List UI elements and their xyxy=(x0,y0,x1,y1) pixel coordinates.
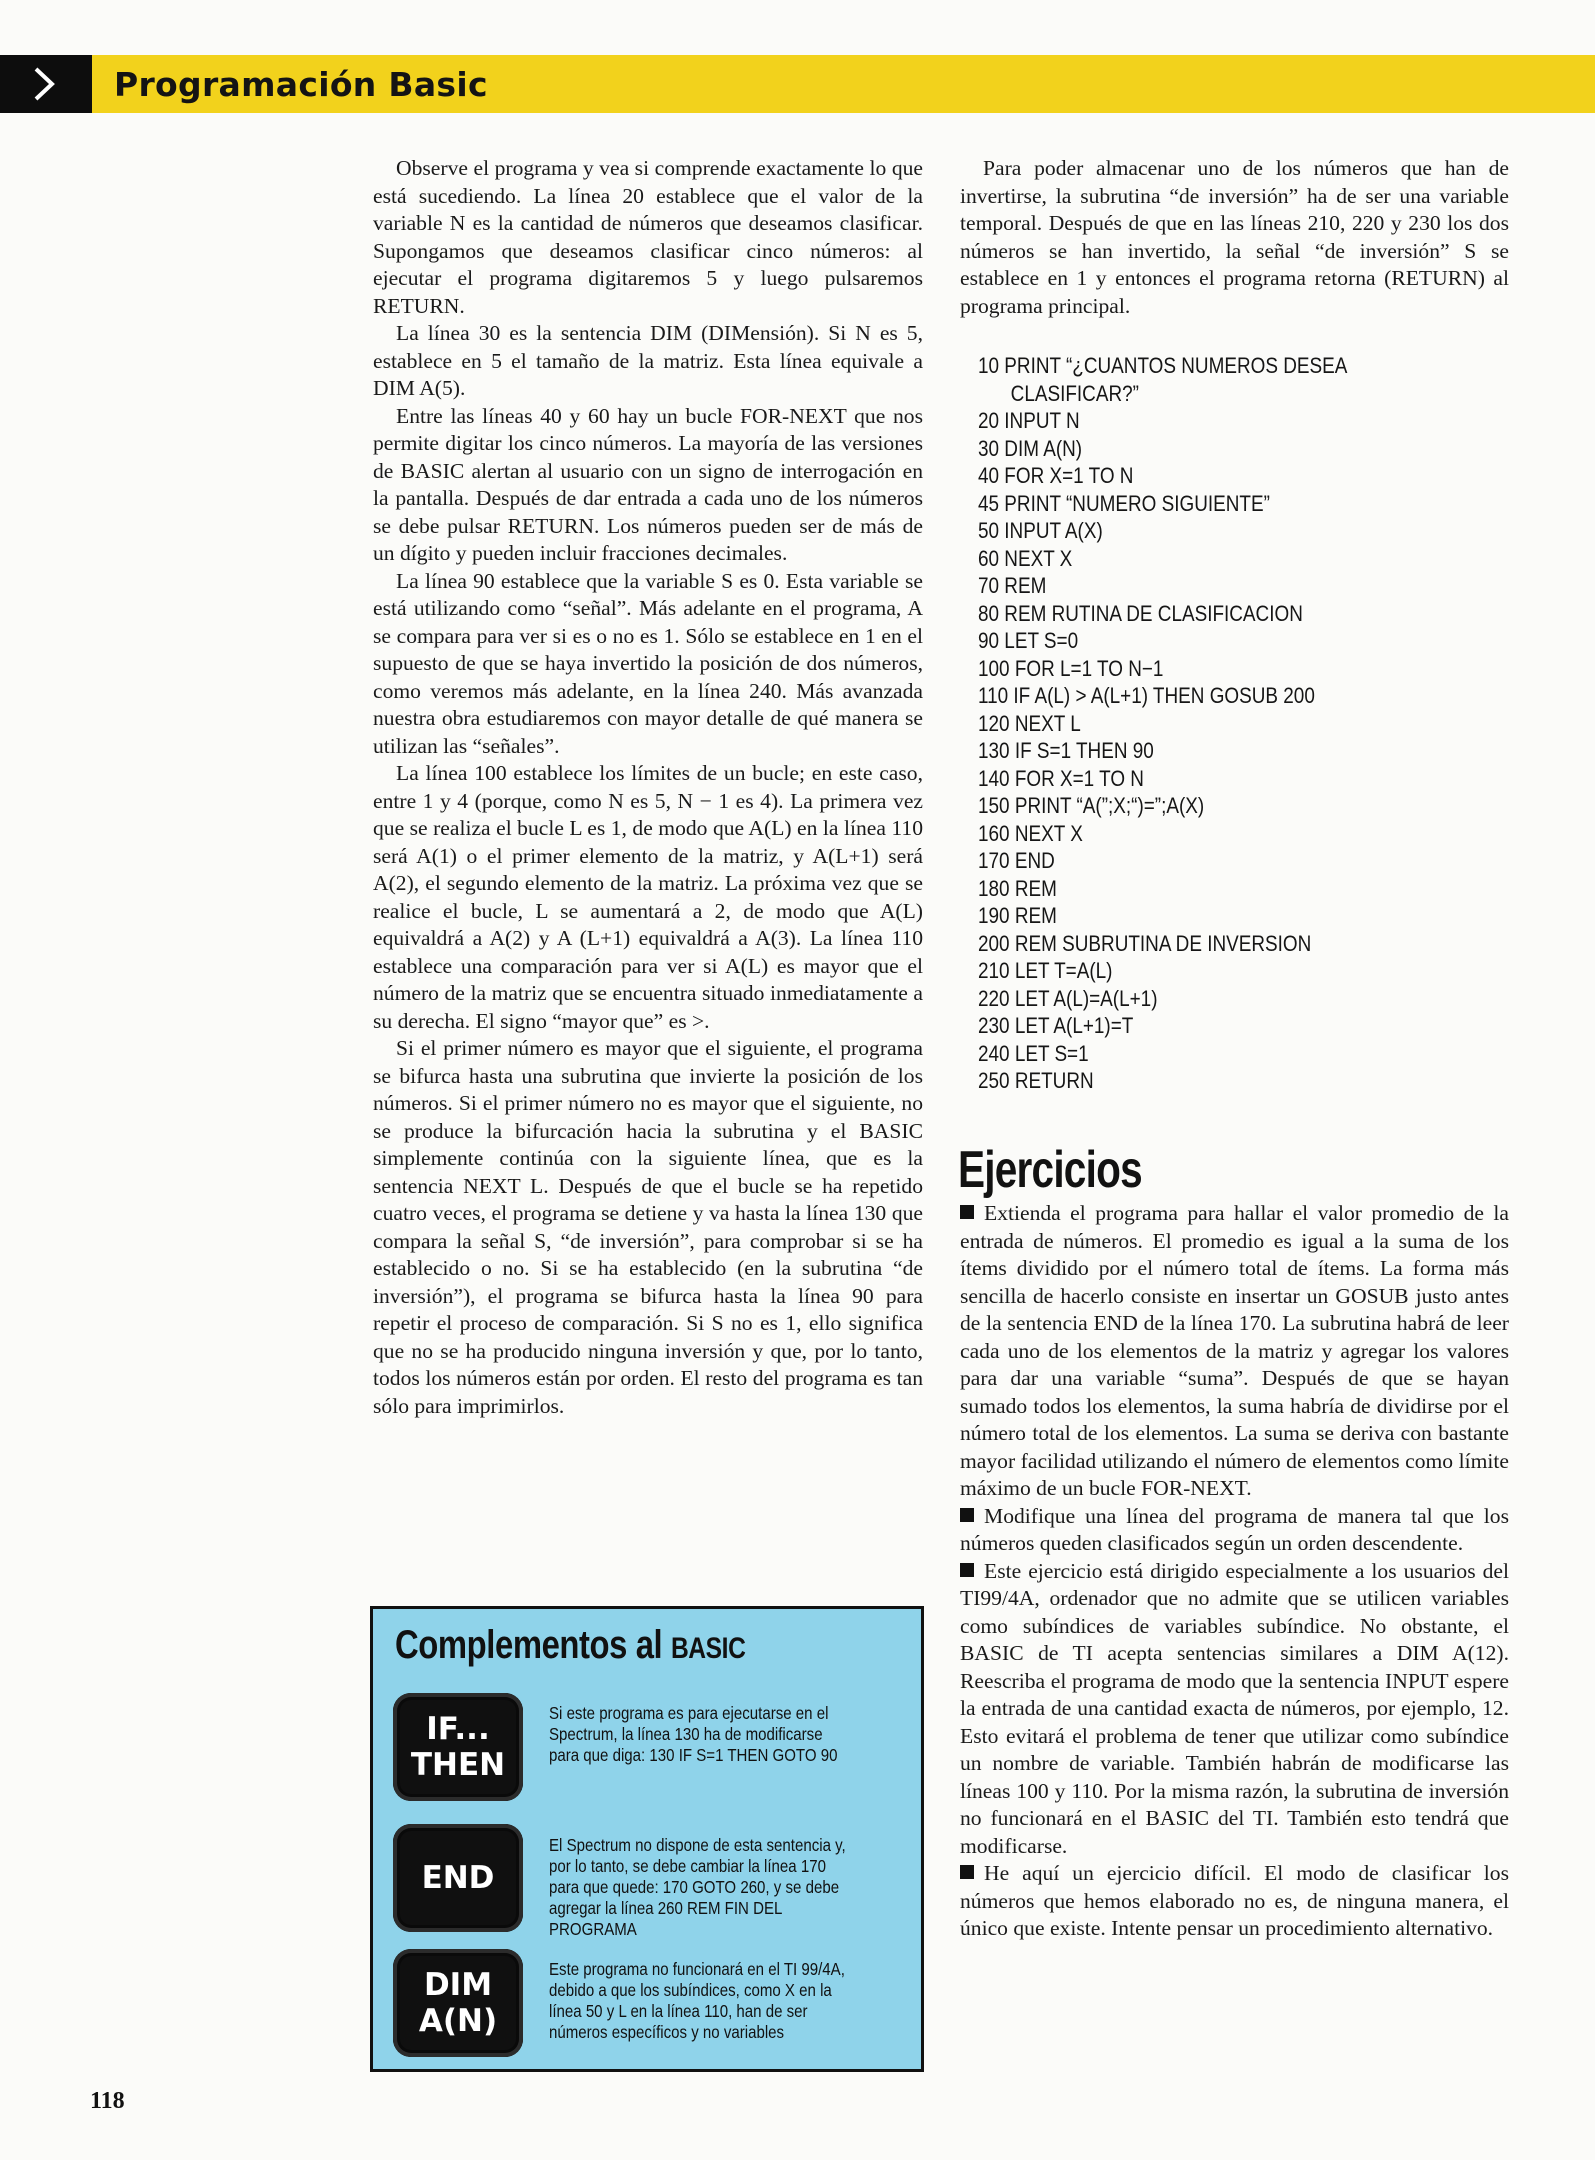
complemento-note: Este programa no funcionará en el TI 99/4A, debido a que los subíndices, como X en la línea 50 y L en la línea 110, han de ser números específicos y no variables xyxy=(549,1959,845,2042)
code-line: 90 LET S=0 xyxy=(978,628,1079,653)
key-if-then-icon xyxy=(393,1693,523,1801)
header-arrow-box xyxy=(0,55,92,113)
code-line: 100 FOR L=1 TO N−1 xyxy=(978,655,1164,681)
exercise-item xyxy=(960,1200,1509,1503)
code-line: 200 REM SUBRUTINA DE INVERSION xyxy=(978,930,1312,956)
exercise-item xyxy=(960,1860,1509,1943)
code-line: 80 REM RUTINA DE CLASIFICACION xyxy=(978,600,1303,626)
code-line: 190 REM xyxy=(978,903,1057,928)
paragraph: Entre las líneas 40 y 60 hay un bucle FOR-NEXT que nos permite digitar los cinco números. La mayoría de las versiones de BASIC alertan al usuario con un signo de interrogación en la pantalla. Después de dar entrada a cada uno de los números se debe pulsar RETURN. Los números pueden ser de más de un dígito y pueden incluir fracciones decimales. xyxy=(373,403,923,565)
complementos-title xyxy=(395,1623,745,1668)
code-line: 220 LET A(L)=A(L+1) xyxy=(978,985,1158,1011)
code-line: 30 DIM A(N) xyxy=(978,435,1083,461)
chevron-right-icon xyxy=(22,65,70,103)
code-line: 20 INPUT N xyxy=(978,408,1080,433)
code-line: 230 LET A(L+1)=T xyxy=(978,1013,1134,1038)
bullet-square-icon xyxy=(960,1865,974,1879)
exercise-item xyxy=(960,1558,1509,1861)
paragraph: Si el primer número es mayor que el siguiente, el programa se bifurca hasta una subrutina que invierte la posición de los números. Si el primer número no es mayor que el siguiente, no se produce la bifurcación hacia la subrutina y el BASIC simplemente continúa con la siguiente línea, que es la sentencia NEXT L. Después de que el bucle se ha repetido cuatro veces, el programa se detiene y va hasta la línea 130 que compara la señal S, “de inversión”, para comprobar si se ha establecido o no. Si se ha establecido (en la subrutina “de inversión”), el programa se bifurca hasta la línea 90 para repetir el proceso de comparación. Si S no es 1, ello significa que no se ha producido ninguna inversión y que, por lo tanto, todos los números están por orden. El resto del programa es tan sólo para imprimirlos. xyxy=(373,1036,923,1418)
paragraph: La línea 90 establece que la variable S es 0. Esta variable se está utilizando como “señal”. Más adelante en el programa, A se compara para ver si es o no es 1. Sólo se establece en 1 en el supuesto de que se haya invertido la posición de dos números, como veremos más adelante, en la línea 240. Más avanzada nuestra obra estudiaremos con mayor detalle de qué manera se utilizan las “señales”. xyxy=(373,568,923,758)
left-column xyxy=(373,155,923,1420)
paragraph: La línea 30 es la sentencia DIM (DIMensión). Si N es 5, establece en 5 el tamaño de la matriz. Esta línea equivale a DIM A(5). xyxy=(373,321,923,400)
code-line: 110 IF A(L) > A(L+1) THEN GOSUB 200 xyxy=(978,683,1315,708)
code-line: 50 INPUT A(X) xyxy=(978,518,1103,543)
code-line: 45 PRINT “NUMERO SIGUIENTE” xyxy=(978,490,1270,516)
code-line: 170 END xyxy=(978,848,1055,873)
code-line: 250 RETURN xyxy=(978,1068,1094,1093)
key-label: END xyxy=(421,1860,495,1896)
complementos-title-basic: BASIC xyxy=(670,1632,746,1665)
exercises-heading: Ejercicios xyxy=(958,1141,1142,1199)
code-line: 240 LET S=1 xyxy=(978,1040,1089,1066)
complemento-note: El Spectrum no dispone de esta sentencia y, por lo tanto, se debe cambiar la línea 170 para que quede: 170 GOTO 260, y se debe agregar la línea 260 REM FIN DEL PROGRAMA xyxy=(549,1835,846,1939)
code-line: 40 FOR X=1 TO N xyxy=(978,463,1134,488)
code-line: 140 FOR X=1 TO N xyxy=(978,765,1144,791)
program-listing xyxy=(978,352,1442,1095)
bullet-square-icon xyxy=(960,1563,974,1577)
exercise-text: Extienda el programa para hallar el valor promedio de la entrada de números. El promedio es igual a la suma de los ítems dividido por el número total de ítems. La forma más sencilla de hacerlo consiste en insertar un GOSUB justo antes de la sentencia END de la línea 170. La subrutina habrá de leer cada uno de los elementos de la matriz y agregar los valores para dar una variable “suma”. Después de que se hayan sumado todos los elementos, la suma habría de dividirse por el número total de los elementos. La suma se deriva con bastante mayor facilidad utilizando el número de elementos como límite máximo de un bucle FOR-NEXT. xyxy=(960,1201,1509,1500)
paragraph: Para poder almacenar uno de los números que han de invertirse, la subrutina “de inversión” ha de ser una variable temporal. Después de que en las líneas 210, 220 y 230 los dos números se han invertido, la señal “de inversión” S se establece en 1 y entonces el programa retorna (RETURN) al programa principal. xyxy=(960,156,1509,318)
key-label: DIM xyxy=(423,1967,493,2003)
key-label: THEN xyxy=(410,1747,506,1783)
key-label: A(N) xyxy=(418,2003,498,2039)
complemento-note: Si este programa es para ejecutarse en el Spectrum, la línea 130 ha de modificarse para que diga: 130 IF S=1 THEN GOTO 90 xyxy=(549,1703,838,1765)
complementos-title-text: Complementos al xyxy=(395,1623,663,1667)
bullet-square-icon xyxy=(960,1508,974,1522)
exercise-text: Modifique una línea del programa de manera tal que los números queden clasificados según un orden descendente. xyxy=(960,1503,1509,1555)
right-column-intro xyxy=(960,155,1509,320)
code-line: 150 PRINT “A(”;X;“)=”;A(X) xyxy=(978,793,1205,818)
code-line: CLASIFICAR?” xyxy=(1010,380,1139,406)
code-line: 210 LET T=A(L) xyxy=(978,958,1113,983)
key-dim-icon xyxy=(393,1949,523,2057)
exercise-text: He aquí un ejercicio difícil. El modo de clasificar los números que hemos elaborado no es, de ninguna manera, el único que existe. Intente pensar un procedimiento alternativo. xyxy=(960,1861,1509,1940)
code-line: 70 REM xyxy=(978,573,1047,598)
code-line: 130 IF S=1 THEN 90 xyxy=(978,738,1154,763)
code-line: 180 REM xyxy=(978,875,1057,901)
code-line: 10 PRINT “¿CUANTOS NUMEROS DESEA xyxy=(978,353,1348,378)
key-end-icon xyxy=(393,1824,523,1932)
exercise-item xyxy=(960,1503,1509,1558)
complementos-box xyxy=(370,1606,924,2072)
code-line: 160 NEXT X xyxy=(978,820,1083,846)
code-line: 120 NEXT L xyxy=(978,710,1081,736)
paragraph: Observe el programa y vea si comprende exactamente lo que está sucediendo. La línea 20 establece que el valor de la variable N es la cantidad de números que deseamos clasificar. Supongamos que deseamos clasificar cinco números: al ejecutar el programa digitaremos 5 y luego pulsaremos RETURN. xyxy=(373,156,923,318)
section-title: Programación Basic xyxy=(114,65,488,104)
exercises-list xyxy=(960,1200,1509,1943)
code-line: 60 NEXT X xyxy=(978,545,1073,571)
bullet-square-icon xyxy=(960,1205,974,1219)
key-label: IF... xyxy=(426,1711,490,1747)
page-number: 118 xyxy=(90,2088,125,2114)
paragraph: La línea 100 establece los límites de un bucle; en este caso, entre 1 y 4 (porque, como N es 5, N − 1 es 4). La primera vez que se realiza el bucle L es 1, de modo que A(L) en la línea 110 será A(1) o el primer elemento de la matriz, y A(L+1) será A(2), el segundo elemento de la matriz. La próxima vez que se realice el bucle, L se aumentará a 2, de modo que A(L) equivaldrá a A(2) y A (L+1) equivaldrá a A(3). La línea 110 establece una comparación para ver si A(L) es mayor que el número de la matriz que se encuentra situado inmediatamente a su derecha. El signo “mayor que” es >. xyxy=(373,761,923,1033)
exercise-text: Este ejercicio está dirigido especialmente a los usuarios del TI99/4A, ordenador que no admite que se utilicen variables como subíndices de variables subíndice. No obstante, el BASIC de TI acepta sentencias similares a DIM A(12). Reescriba el programa de modo que la sentencia INPUT espere la entrada de una cantidad exacta de números, por ejemplo, 12. Esto evitará el problema de tener que utilizar como subíndice un nombre de variable. También habrán de modificarse las líneas 100 y 110. Por la misma razón, la subrutina de inversión no funcionará en el BASIC del TI. También esto tendrá que modificarse. xyxy=(960,1558,1509,1858)
